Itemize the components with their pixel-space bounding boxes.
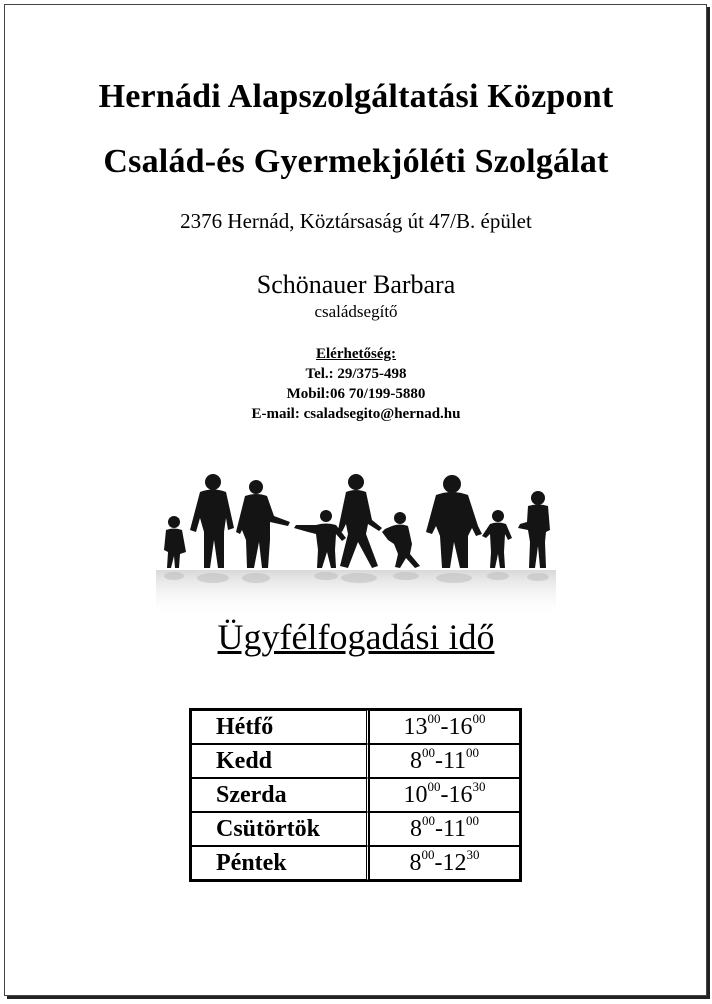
end-hour: 16 <box>448 781 473 808</box>
start-minute: 00 <box>427 710 441 726</box>
day-cell: Szerda <box>191 778 369 812</box>
title-organization: Hernádi Alapszolgáltatási Központ <box>98 78 614 115</box>
end-hour: 11 <box>442 747 467 774</box>
contact-person-role: családsegítő <box>314 302 398 321</box>
end-minute: 00 <box>472 710 486 726</box>
office-hours-table <box>189 708 522 882</box>
time-cell: $8^{00}-12^{30}$ <box>369 846 520 880</box>
start-hour: 10 <box>403 781 428 808</box>
table-row <box>191 710 520 744</box>
start-hour: 13 <box>403 713 428 740</box>
family-silhouette-icon <box>156 470 556 620</box>
time-cell: $8^{00}-11^{00}$ <box>369 812 520 846</box>
start-hour: 8 <box>409 747 422 774</box>
end-minute: 30 <box>466 846 480 862</box>
start-minute: 00 <box>421 744 435 760</box>
day-cell: Hétfő <box>191 710 369 744</box>
table-row <box>191 812 520 846</box>
time-cell: $10^{00}-16^{30}$ <box>369 778 520 812</box>
day-cell: Csütörtök <box>191 812 369 846</box>
start-hour: 8 <box>409 815 422 842</box>
end-minute: 00 <box>466 744 480 760</box>
end-minute: 30 <box>472 778 486 794</box>
table-row <box>191 744 520 778</box>
end-hour: 16 <box>448 713 473 740</box>
day-cell: Péntek <box>191 846 369 880</box>
end-hour: 11 <box>442 815 467 842</box>
time-cell: $8^{00}-11^{00}$ <box>369 744 520 778</box>
title-service: Család-és Gyermekjóléti Szolgálat <box>103 143 609 180</box>
address: 2376 Hernád, Köztársaság út 47/B. épület <box>180 209 532 233</box>
end-minute: 00 <box>466 812 480 828</box>
time-cell: $13^{00}-16^{00}$ <box>369 710 520 744</box>
contact-mobile: Mobil:06 70/199-5880 <box>286 386 426 402</box>
contact-heading: Elérhetőség: <box>316 346 396 362</box>
table-row <box>191 846 520 880</box>
office-hours-title: Ügyfélfogadási idő <box>217 617 495 657</box>
contact-person-name: Schönauer Barbara <box>256 270 456 299</box>
day-cell: Kedd <box>191 744 369 778</box>
end-hour: 12 <box>442 849 467 876</box>
start-hour: 8 <box>409 849 422 876</box>
start-minute: 00 <box>421 812 435 828</box>
contact-phone: Tel.: 29/375-498 <box>305 366 407 382</box>
table-row <box>191 778 520 812</box>
start-minute: 00 <box>421 846 435 862</box>
start-minute: 00 <box>427 778 441 794</box>
contact-email: E-mail: csaladsegito@hernad.hu <box>251 406 461 422</box>
